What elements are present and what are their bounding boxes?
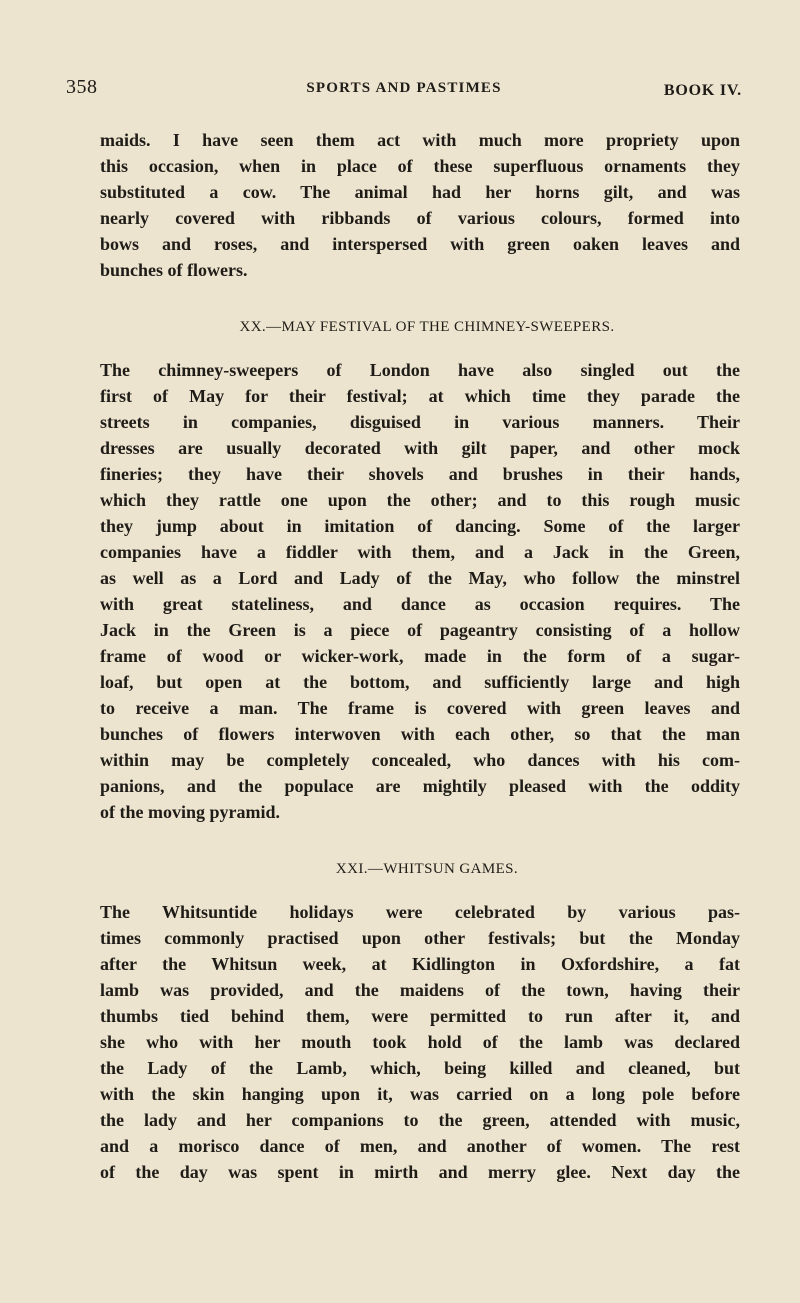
section-heading-xxi: XXI.—WHITSUN GAMES. bbox=[335, 861, 519, 877]
text-line: maids. I have seen them act with much more propriety upon bbox=[100, 130, 740, 150]
text-line: thumbs tied behind them, were permitted to run after it, and bbox=[100, 1006, 740, 1026]
page-number: 358 bbox=[66, 76, 98, 98]
text-body bbox=[100, 127, 740, 1185]
text-line: this occasion, when in place of these superfluous ornaments they bbox=[100, 156, 740, 176]
intro-paragraph bbox=[100, 127, 740, 283]
running-title: SPORTS AND PASTIMES bbox=[306, 80, 502, 96]
text-line: companies have a fiddler with them, and a Jack in the Green, bbox=[100, 542, 740, 562]
text-line: fineries; they have their shovels and brushes in their hands, bbox=[100, 464, 740, 484]
text-line: bunches of flowers interwoven with each other, so that the man bbox=[100, 724, 740, 744]
text-line: loaf, but open at the bottom, and sufficiently large and high bbox=[100, 672, 740, 692]
text-line: substituted a cow. The animal had her horns gilt, and was bbox=[100, 182, 740, 202]
text-line: and a morisco dance of men, and another of women. The rest bbox=[100, 1136, 740, 1156]
text-line: the Lady of the Lamb, which, being killed and cleaned, but bbox=[100, 1058, 740, 1078]
text-line: frame of wood or wicker-work, made in the form of a sugar- bbox=[100, 646, 740, 666]
section-heading-xx: XX.—MAY FESTIVAL OF THE CHIMNEY-SWEEPERS. bbox=[239, 319, 615, 335]
text-line: of the day was spent in mirth and merry glee. Next day the bbox=[100, 1162, 740, 1182]
text-line: first of May for their festival; at which time they parade the bbox=[100, 386, 740, 406]
text-line: Jack in the Green is a piece of pageantry consisting of a hollow bbox=[100, 620, 740, 640]
running-head bbox=[66, 76, 742, 106]
text-line: The chimney-sweepers of London have also singled out the bbox=[100, 360, 740, 380]
book-label: BOOK IV. bbox=[663, 82, 742, 99]
text-line: nearly covered with ribbands of various colours, formed into bbox=[100, 208, 740, 228]
text-line: bows and roses, and interspersed with green oaken leaves and bbox=[100, 234, 740, 254]
section-xx-paragraph bbox=[100, 357, 740, 825]
text-line: she who with her mouth took hold of the lamb was declared bbox=[100, 1032, 740, 1052]
section-xxi-paragraph bbox=[100, 899, 740, 1185]
text-line: of the moving pyramid. bbox=[100, 802, 280, 822]
text-line: with the skin hanging upon it, was carried on a long pole before bbox=[100, 1084, 740, 1104]
text-line: they jump about in imitation of dancing. Some of the larger bbox=[100, 516, 740, 536]
text-line: to receive a man. The frame is covered with green leaves and bbox=[100, 698, 740, 718]
text-line: the lady and her companions to the green, attended with music, bbox=[100, 1110, 740, 1130]
text-line: streets in companies, disguised in various manners. Their bbox=[100, 412, 740, 432]
text-line: panions, and the populace are mightily pleased with the oddity bbox=[100, 776, 740, 796]
text-line: lamb was provided, and the maidens of the town, having their bbox=[100, 980, 740, 1000]
text-line: with great stateliness, and dance as occasion requires. The bbox=[100, 594, 740, 614]
text-line: times commonly practised upon other festivals; but the Monday bbox=[100, 928, 740, 948]
text-line: The Whitsuntide holidays were celebrated by various pas- bbox=[100, 902, 740, 922]
text-line: bunches of flowers. bbox=[100, 260, 248, 280]
text-line: dresses are usually decorated with gilt paper, and other mock bbox=[100, 438, 740, 458]
text-line: within may be completely concealed, who dances with his com- bbox=[100, 750, 740, 770]
text-line: after the Whitsun week, at Kidlington in Oxfordshire, a fat bbox=[100, 954, 740, 974]
text-line: as well as a Lord and Lady of the May, who follow the minstrel bbox=[100, 568, 740, 588]
text-line: which they rattle one upon the other; and to this rough music bbox=[100, 490, 740, 510]
